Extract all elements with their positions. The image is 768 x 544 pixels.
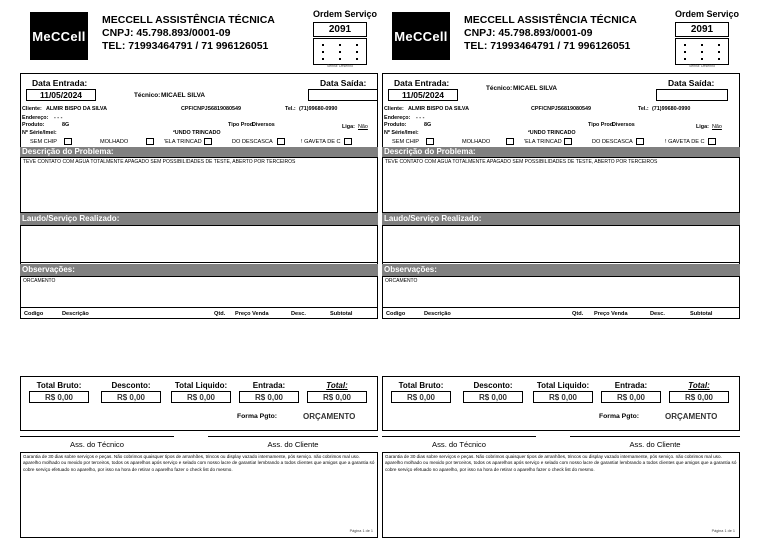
- doc-value: 56819080549: [558, 106, 591, 112]
- tech-signature-label: Ass. do Técnico: [432, 440, 486, 449]
- order-number: 2091: [675, 22, 729, 37]
- col-code: Codigo: [386, 311, 406, 317]
- checklist-box-tela-trincada[interactable]: [204, 138, 212, 145]
- report-text[interactable]: [20, 225, 378, 263]
- entry-label: Entrada:: [614, 381, 648, 390]
- service-order-copy-left: [18, 0, 380, 544]
- tel-value: (71)99680-0990: [652, 106, 691, 112]
- client-signature-line: [570, 436, 740, 437]
- payment-label: Forma Pgto:: [599, 413, 640, 420]
- client-label: Cliente:: [22, 106, 42, 112]
- pattern-caption: Senha: Desenho: [326, 64, 354, 68]
- gross-label: Total Bruto:: [36, 381, 82, 390]
- tel-value: (71)99680-0990: [299, 106, 338, 112]
- entry-date-label: Data Entrada:: [32, 78, 88, 88]
- address-value: - - -: [54, 115, 63, 121]
- gross-value: R$ 0,00: [391, 391, 451, 403]
- payment-value: ORÇAMENTO: [303, 412, 356, 421]
- exit-date-field[interactable]: [308, 89, 378, 101]
- technician-label: Técnico:: [134, 92, 161, 99]
- tech-signature-label: Ass. do Técnico: [70, 440, 124, 449]
- checklist-box-gaveta-chip[interactable]: [708, 138, 716, 145]
- product-label: Produto:: [22, 122, 45, 128]
- problem-section-title: Descrição do Problema:: [382, 147, 740, 157]
- address-value: - - -: [416, 115, 425, 121]
- payment-label: Forma Pgto:: [237, 413, 278, 420]
- entry-value: R$ 0,00: [601, 391, 661, 403]
- tech-signature-line: [382, 436, 536, 437]
- product-type-value: Diversos: [612, 122, 635, 128]
- order-number: 2091: [313, 22, 367, 37]
- totals-box: [382, 376, 740, 431]
- logo-text: MeCCell: [32, 28, 86, 44]
- problem-text[interactable]: TEVE CONTATO COM AGUA TOTALMENTE APAGADO SEM POSSIBILIDADES DE TESTE, ABERTO POR TERCEIROS: [382, 157, 740, 213]
- entry-date-field[interactable]: 11/05/2024: [26, 89, 96, 101]
- discount-label: Desconto:: [473, 381, 513, 390]
- report-section-title: Laudo/Serviço Realizado:: [20, 213, 378, 225]
- col-subtotal: Subtotal: [690, 311, 713, 317]
- client-signature-label: Ass. do Cliente: [629, 440, 681, 449]
- company-info: [102, 14, 275, 53]
- condition-value: ²UNDO TRINCADO: [528, 130, 576, 136]
- entry-value: R$ 0,00: [239, 391, 299, 403]
- service-order-copy-right: [380, 0, 742, 544]
- checklist-label-fundo-descascado: DO DESCASCA: [592, 139, 633, 145]
- order-label: Ordem Serviço: [313, 9, 378, 19]
- checklist-label-molhado: MOLHADO: [462, 139, 491, 145]
- company-info: [464, 14, 637, 53]
- checklist-box-gaveta-chip[interactable]: [344, 138, 352, 145]
- product-type-label: Tipo Prod.: [588, 122, 615, 128]
- col-code: Codigo: [24, 311, 44, 317]
- warranty-text: Garantia de 30 dias sobre serviços e peças. Não cobrimos quaisquer tipos de arranhões, trincos ou display vazado internamente, pós serviço. não cobrimos mal uso. aparelho molhado ou mexido por terceiros, todos os aparelhos após serviço e selado com nosso lacre de garantia! lembrando a todos clientes que amigos que a garantia só cobre serviço efetuado no aparelho, por isso na hora de retirar o aparelho fazer o check list do mesmo.: [23, 454, 375, 472]
- tel-label: Tel.:: [285, 106, 296, 112]
- col-description: Descrição: [62, 311, 89, 317]
- gross-value: R$ 0,00: [29, 391, 89, 403]
- exit-date-label: Data Saída:: [668, 78, 715, 88]
- company-tel: TEL: 71993464791 / 71 996126051: [102, 40, 269, 52]
- col-subtotal: Subtotal: [330, 311, 353, 317]
- doc-label: CPF/CNPJ:: [531, 106, 560, 112]
- tech-signature-line: [20, 436, 174, 437]
- checklist-label-sem-chip: SEM CHIP: [30, 139, 58, 145]
- warranty-text: Garantia de 30 dias sobre serviços e peças. Não cobrimos quaisquer tipos de arranhões, trincos ou display vazado internamente, pós serviço. não cobrimos mal uso. aparelho molhado ou mexido por terceiros, todos os aparelhos após serviço e selado com nosso lacre de garantia! lembrando a todos clientes que amigos que a garantia só cobre serviço efetuado no aparelho, por isso na hora de retirar o aparelho fazer o check list do mesmo.: [385, 454, 737, 472]
- product-label: Produto:: [384, 122, 407, 128]
- product-value: 8G: [424, 122, 432, 128]
- power-value: Não: [712, 124, 722, 130]
- net-value: R$ 0,00: [533, 391, 593, 403]
- entry-label: Entrada:: [252, 381, 286, 390]
- company-tel: TEL: 71993464791 / 71 996126051: [464, 40, 631, 52]
- address-label: Endereço:: [22, 115, 49, 121]
- checklist-box-molhado[interactable]: [506, 138, 514, 145]
- col-qty: Qtd.: [572, 311, 584, 317]
- payment-value: ORÇAMENTO: [665, 412, 718, 421]
- total-value: R$ 0,00: [307, 391, 367, 403]
- report-text[interactable]: [382, 225, 740, 263]
- doc-label: CPF/CNPJ:: [181, 106, 210, 112]
- col-price: Preço Venda: [235, 311, 269, 317]
- checklist-label-tela-trincada: 'ELA TRINCAD: [164, 139, 202, 145]
- technician-value: MICAEL SILVA: [513, 85, 558, 92]
- checklist-label-molhado: MOLHADO: [100, 139, 129, 145]
- net-value: R$ 0,00: [171, 391, 231, 403]
- client-signature-line: [208, 436, 378, 437]
- totals-box: [20, 376, 378, 431]
- checklist-label-tela-trincada: 'ELA TRINCAD: [524, 139, 562, 145]
- problem-section-title: Descrição do Problema:: [20, 147, 378, 157]
- checklist-label-gaveta-chip: ! GAVETA DE C: [665, 139, 705, 145]
- col-discount: Desc.: [650, 311, 665, 317]
- checklist-label-fundo-descascado: DO DESCASCA: [232, 139, 273, 145]
- technician-label: Técnico:: [486, 85, 513, 92]
- notes-section-title: Observações:: [382, 264, 740, 276]
- net-label: Total Liquido:: [174, 381, 228, 390]
- power-value: Não: [358, 124, 368, 130]
- client-value: ALMIR BISPO DA SILVA: [46, 106, 107, 112]
- notes-text[interactable]: ORCAMENTO: [20, 276, 378, 308]
- col-discount: Desc.: [291, 311, 306, 317]
- notes-section-title: Observações:: [20, 264, 378, 276]
- page-number: Página 1 de 1: [711, 528, 735, 533]
- meccell-logo: [30, 12, 88, 60]
- tel-label: Tel.:: [638, 106, 649, 112]
- problem-text[interactable]: TEVE CONTATO COM AGUA TOTALMENTE APAGADO SEM POSSIBILIDADES DE TESTE, ABERTO POR TERCEIROS: [20, 157, 378, 213]
- discount-label: Desconto:: [111, 381, 151, 390]
- exit-date-label: Data Saída:: [320, 78, 367, 88]
- total-label: Total:: [688, 381, 710, 390]
- doc-value: 56819080549: [208, 106, 241, 112]
- checklist-box-molhado[interactable]: [146, 138, 154, 145]
- notes-text[interactable]: ORCAMENTO: [382, 276, 740, 308]
- discount-value: R$ 0,00: [101, 391, 161, 403]
- product-value: 8G: [62, 122, 70, 128]
- product-type-label: Tipo Prod.: [228, 122, 255, 128]
- col-qty: Qtd.: [214, 311, 226, 317]
- checklist-box-fundo-descascado[interactable]: [277, 138, 285, 145]
- power-label: Liga:: [696, 124, 709, 130]
- exit-date-field[interactable]: [656, 89, 728, 101]
- report-section-title: Laudo/Serviço Realizado:: [382, 213, 740, 225]
- discount-value: R$ 0,00: [463, 391, 523, 403]
- page-number: Página 1 de 1: [349, 528, 373, 533]
- company-cnpj: CNPJ: 45.798.893/0001-09: [102, 27, 231, 39]
- company-name: MECCELL ASSISTÊNCIA TÉCNICA: [464, 14, 637, 26]
- power-label: Liga:: [342, 124, 355, 130]
- entry-date-field[interactable]: 11/05/2024: [388, 89, 458, 101]
- technician-value: MICAEL SILVA: [161, 92, 206, 99]
- total-value: R$ 0,00: [669, 391, 729, 403]
- company-cnpj: CNPJ: 45.798.893/0001-09: [464, 27, 593, 39]
- warranty-terms: [382, 452, 740, 538]
- order-label: Ordem Serviço: [675, 9, 740, 19]
- logo-text: MeCCell: [394, 28, 448, 44]
- pattern-lock-grid: [675, 38, 729, 65]
- col-price: Preço Venda: [594, 311, 628, 317]
- checklist-box-tela-trincada[interactable]: [564, 138, 572, 145]
- condition-value: ²UNDO TRINCADO: [173, 130, 221, 136]
- gross-label: Total Bruto:: [398, 381, 444, 390]
- pattern-caption: Senha: Desenho: [688, 64, 716, 68]
- meccell-logo: [392, 12, 450, 60]
- client-label: Cliente:: [384, 106, 404, 112]
- checklist-box-sem-chip[interactable]: [64, 138, 72, 145]
- net-label: Total Liquido:: [536, 381, 590, 390]
- address-label: Endereço:: [384, 115, 411, 121]
- entry-date-label: Data Entrada:: [394, 78, 450, 88]
- product-type-value: Diversos: [252, 122, 275, 128]
- checklist-box-fundo-descascado[interactable]: [636, 138, 644, 145]
- pattern-lock-grid: [313, 38, 367, 65]
- checklist-label-gaveta-chip: ! GAVETA DE C: [301, 139, 341, 145]
- total-label: Total:: [326, 381, 348, 390]
- checklist-box-sem-chip[interactable]: [426, 138, 434, 145]
- checklist-label-sem-chip: SEM CHIP: [392, 139, 420, 145]
- serial-label: Nº Série/Imei:: [22, 130, 57, 136]
- serial-label: Nº Série/Imei:: [384, 130, 419, 136]
- col-description: Descrição: [424, 311, 451, 317]
- company-name: MECCELL ASSISTÊNCIA TÉCNICA: [102, 14, 275, 26]
- client-signature-label: Ass. do Cliente: [267, 440, 319, 449]
- client-value: ALMIR BISPO DA SILVA: [408, 106, 469, 112]
- warranty-terms: [20, 452, 378, 538]
